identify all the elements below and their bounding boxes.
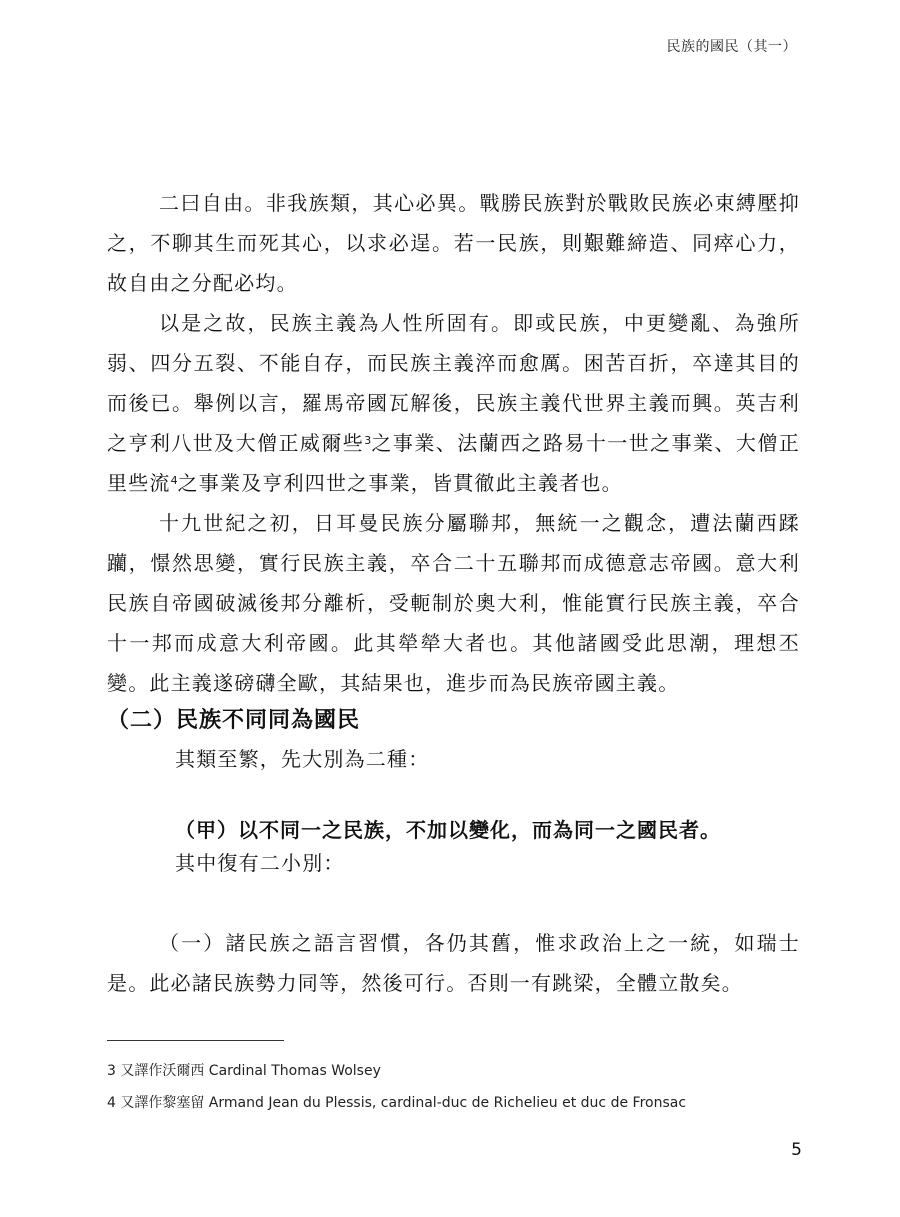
footnote-divider xyxy=(107,1040,284,1041)
footnote-ref-4: 4 xyxy=(170,474,178,487)
paragraph-text-part: 以是之故，民族主義為人性所固有。即或民族，中更變亂、為強所弱、四分五裂、不能自存，而民族主義淬而愈厲。困苦百折，卒達其目的而後已。舉例以言，羅馬帝國瓦解後，民族主義代世界主義而興。英吉利之亨利八世及大僧正威爾些 xyxy=(107,311,800,455)
running-header: 民族的國民（其一） xyxy=(666,39,797,55)
paragraph-nineteenth-century: 十九世紀之初，日耳曼民族分屬聯邦，無統一之觀念，遭法蘭西蹂躪，憬然思變，實行民族主義，卒合二十五聯邦而成德意志帝國。意大利民族自帝國破滅後邦分離析，受軛制於奧大利，惟能實行民族主義，卒合十一邦而成意大利帝國。此其犖犖大者也。其他諸國受此思潮，理想丕變。此主義遂磅礴全歐，其結果也，進步而為民族帝國主義。 xyxy=(107,511,800,695)
sub-heading: （甲）以不同一之民族，不加以變化，而為同一之國民者。 xyxy=(175,818,721,842)
paragraph-item-one: （一）諸民族之語言習慣，各仍其舊，惟求政治上之一統，如瑞士是。此必諸民族勢力同等，然後可行。否則一有跳梁，全體立散矣。 xyxy=(107,931,800,995)
paragraph-freedom: 二曰自由。非我族類，其心必異。戰勝民族對於戰敗民族必束縛壓抑之，不聊其生而死其心，以求必逞。若一民族，則艱難締造、同瘁心力，故自由之分配必均。 xyxy=(107,191,800,295)
footnote-4: 4 又譯作黎塞留 Armand Jean du Plessis, cardinal-duc de Richelieu et duc de Fronsac xyxy=(107,1095,687,1111)
sub-intro: 其中復有二小別： xyxy=(175,851,345,875)
paragraph-text-part: 之事業、法蘭西之路易十一世之事業、大僧正里些流 xyxy=(107,431,800,495)
footnote-ref-3: 3 xyxy=(364,434,372,447)
paragraph-text-part: 之事業及亨利四世之事業，皆貫徹此主義者也。 xyxy=(177,471,623,495)
page-number: 5 xyxy=(791,1140,802,1160)
section-intro: 其類至繁，先大別為二種： xyxy=(175,747,430,771)
paragraph-nationalism-history xyxy=(107,303,800,503)
section-heading: （二）民族不同同為國民 xyxy=(107,708,361,733)
footnote-3: 3 又譯作沃爾西 Cardinal Thomas Wolsey xyxy=(107,1063,381,1079)
